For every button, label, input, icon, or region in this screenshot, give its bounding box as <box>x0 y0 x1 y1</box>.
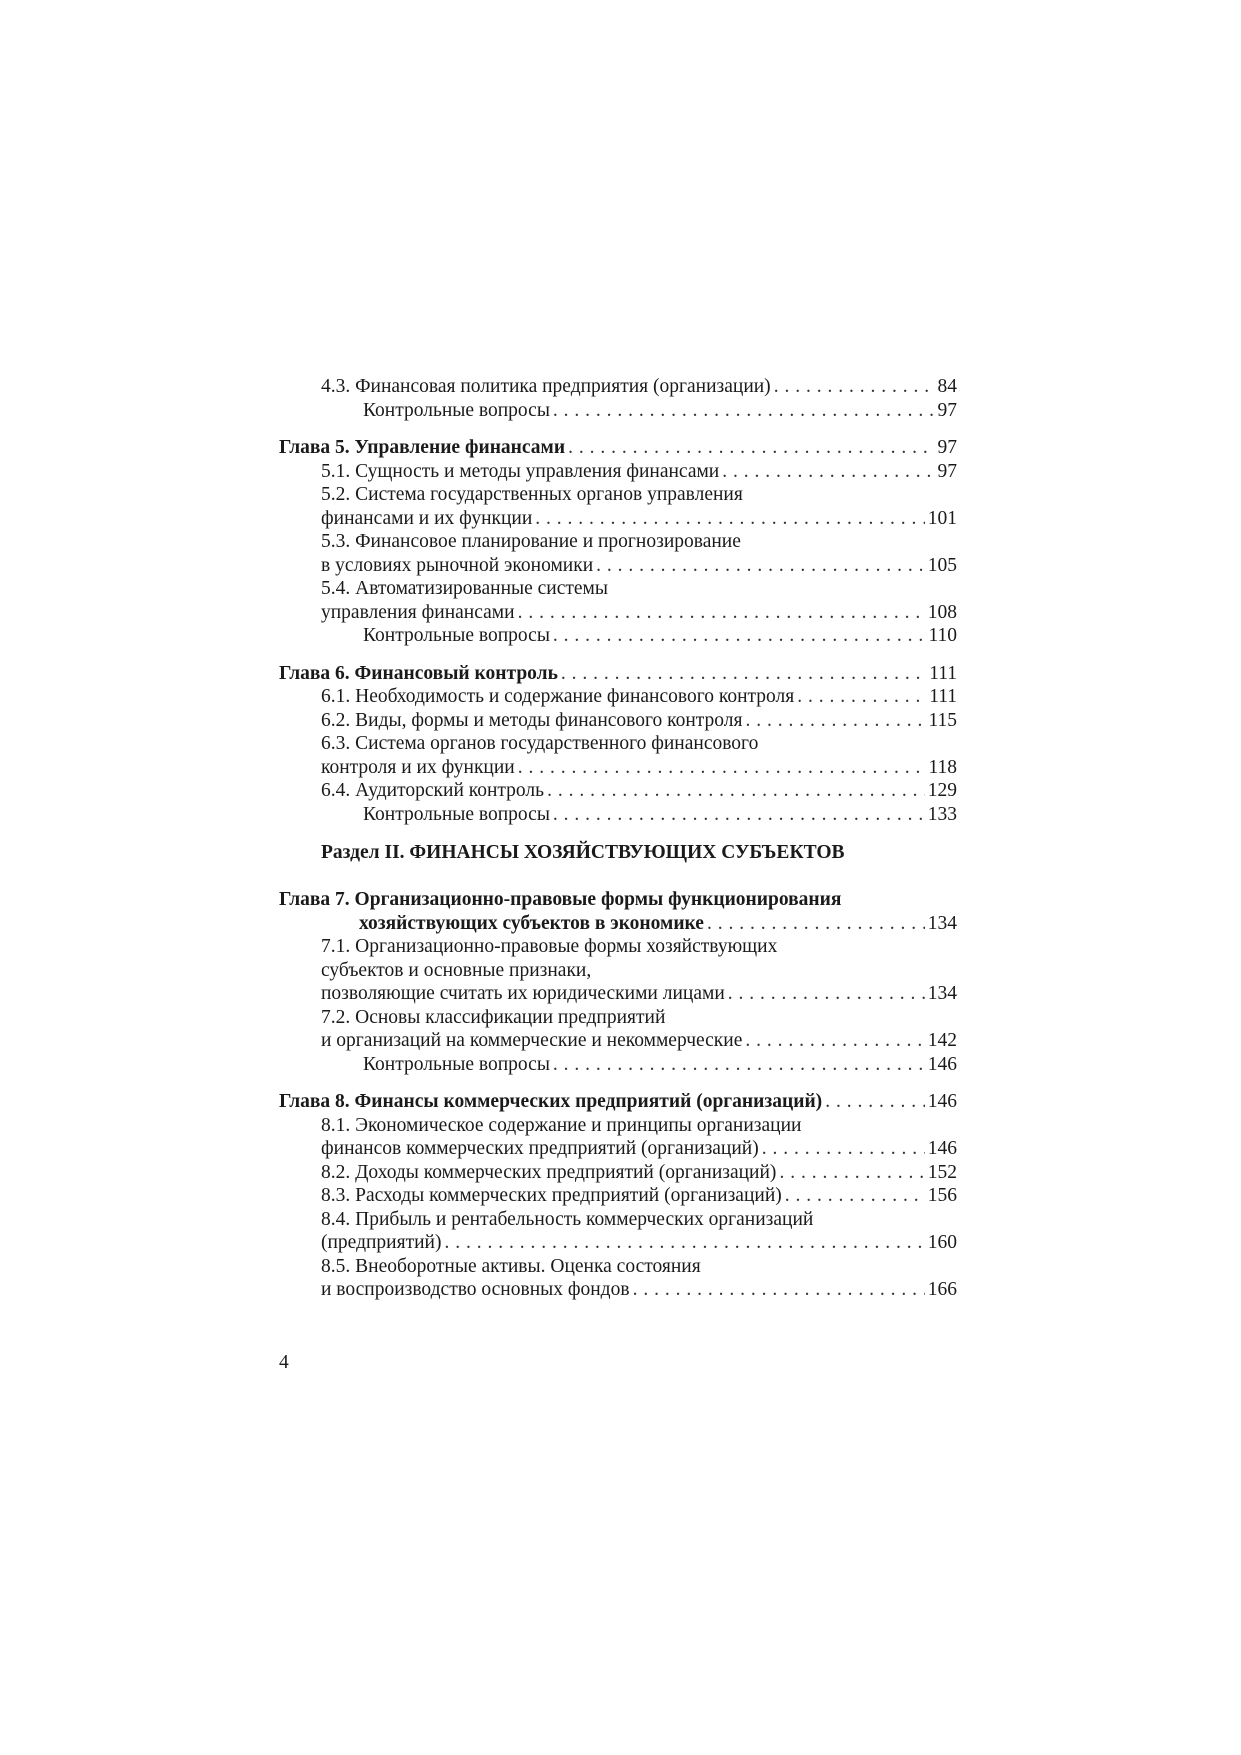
dot-leader <box>553 803 925 827</box>
dot-leader <box>553 624 926 648</box>
toc-page-number: 146 <box>927 1053 957 1075</box>
toc-page-number: 115 <box>928 709 957 731</box>
toc-entry-title: 8.3. Расходы коммерческих предприятий (организаций) <box>321 1185 782 1206</box>
toc-questions-entry[interactable] <box>279 624 957 648</box>
toc-entry-title: Глава 6. Финансовый контроль <box>279 662 558 684</box>
toc-page-number: 134 <box>927 983 957 1004</box>
dot-leader <box>553 1053 925 1077</box>
toc-entry-title: хозяйствующих субъектов в экономике <box>359 912 704 934</box>
toc-entry-title: 8.1. Экономическое содержание и принципы организации <box>321 1114 802 1136</box>
toc-entry-title: 8.2. Доходы коммерческих предприятий (организаций) <box>321 1161 777 1183</box>
toc-section-entry[interactable] <box>279 1184 957 1208</box>
toc-section-entry[interactable] <box>279 483 957 530</box>
toc-entry-title: финансами и их функции <box>321 507 533 529</box>
toc-page-number: 111 <box>929 662 957 684</box>
toc-entry-title: 5.4. Автоматизированные системы <box>321 578 608 599</box>
toc-section-entry[interactable] <box>279 935 957 1006</box>
toc-section-entry[interactable] <box>279 779 957 803</box>
toc-chapter-entry[interactable] <box>279 662 957 686</box>
toc-section-entry[interactable] <box>279 460 957 484</box>
toc-section-entry[interactable] <box>279 685 957 709</box>
dot-leader <box>722 460 934 484</box>
dot-leader <box>746 709 926 733</box>
toc-entry-title: позволяющие считать их юридическими лицами <box>321 983 725 1004</box>
toc-section-entry[interactable] <box>279 732 957 779</box>
toc-page-number: 97 <box>937 399 957 421</box>
toc-page-number: 118 <box>928 756 957 778</box>
toc-page-number: 110 <box>928 625 957 646</box>
dot-leader <box>633 1278 925 1302</box>
dot-leader <box>797 685 926 709</box>
dot-leader <box>535 507 924 531</box>
toc-page-number: 97 <box>937 437 957 458</box>
toc-page-number: 108 <box>927 601 957 623</box>
dot-leader <box>762 1137 925 1161</box>
toc-page-number: 133 <box>927 803 957 825</box>
toc-page-number: 146 <box>927 1091 957 1112</box>
dot-leader <box>785 1184 925 1208</box>
toc-entry-title: и воспроизводство основных фондов <box>321 1279 630 1300</box>
dot-leader <box>596 554 925 578</box>
dot-leader <box>568 436 934 460</box>
toc-page-number: 142 <box>927 1030 957 1051</box>
toc-questions-entry[interactable] <box>279 399 957 423</box>
toc-section-entry[interactable] <box>279 1006 957 1053</box>
toc-entry-title: Контрольные вопросы <box>363 399 550 421</box>
dot-leader <box>745 1029 924 1053</box>
dot-leader <box>825 1090 925 1114</box>
toc-section-entry[interactable] <box>279 577 957 624</box>
toc-page-number: 105 <box>927 554 957 576</box>
dot-leader <box>547 779 925 803</box>
toc-questions-entry[interactable] <box>279 1053 957 1077</box>
toc-chapter-entry[interactable] <box>279 1090 957 1114</box>
dot-leader <box>444 1231 924 1255</box>
dot-leader <box>518 601 925 625</box>
toc-page-number: 111 <box>929 686 957 707</box>
toc-section-entry[interactable] <box>279 530 957 577</box>
toc-entry-title: 6.3. Система органов государственного финансового <box>321 733 759 754</box>
toc-entry-title: 8.5. Внеоборотные активы. Оценка состояния <box>321 1255 701 1277</box>
toc-entry-title: управления финансами <box>321 601 515 623</box>
dot-leader <box>518 756 926 780</box>
dot-leader <box>774 375 935 399</box>
toc-entry-title: Контрольные вопросы <box>363 625 550 646</box>
toc-entry-title: 4.3. Финансовая политика предприятия (организации) <box>321 376 771 397</box>
dot-leader <box>553 399 935 423</box>
toc-entry-title: 5.1. Сущность и методы управления финансами <box>321 460 720 482</box>
dot-leader <box>728 982 925 1006</box>
toc-entry-title: (предприятий) <box>321 1232 442 1253</box>
toc-entry-title: Глава 5. Управление финансами <box>279 437 566 458</box>
dot-leader <box>707 912 925 936</box>
toc-section-entry[interactable] <box>279 375 957 399</box>
toc-entry-title: Глава 8. Финансы коммерческих предприятий (организаций) <box>279 1091 823 1112</box>
toc-entry-title: 7.2. Основы классификации предприятий <box>321 1006 666 1028</box>
dot-leader <box>561 662 926 686</box>
toc-page-number: 160 <box>927 1232 957 1253</box>
toc-page-number: 84 <box>937 376 957 397</box>
toc-entry-title: Контрольные вопросы <box>363 1053 550 1075</box>
toc-entry-title: финансов коммерческих предприятий (организаций) <box>321 1138 759 1159</box>
toc-entry-title: 6.4. Аудиторский контроль <box>321 780 545 801</box>
toc-page-number: 166 <box>927 1279 957 1300</box>
toc-chapter-entry[interactable] <box>279 888 957 935</box>
toc-page-number: 152 <box>927 1161 957 1183</box>
toc-page-number: 129 <box>927 780 957 801</box>
toc-entry-title: 7.1. Организационно-правовые формы хозяйствующих <box>321 936 778 957</box>
toc-entry-title: 5.2. Система государственных органов управления <box>321 484 743 505</box>
toc-entry-title: 6.2. Виды, формы и методы финансового контроля <box>321 709 743 731</box>
toc-section-entry[interactable] <box>279 1208 957 1255</box>
toc-page-number: 134 <box>927 912 957 934</box>
dot-leader <box>779 1161 924 1185</box>
toc-entry-title: Глава 7. Организационно-правовые формы функционирования <box>279 889 842 910</box>
toc-entry-title: контроля и их функции <box>321 756 515 778</box>
toc-entry-title: 6.1. Необходимость и содержание финансового контроля <box>321 686 795 707</box>
toc-section-entry[interactable] <box>279 1114 957 1161</box>
page-number: 4 <box>279 1352 289 1373</box>
toc-section-entry[interactable] <box>279 709 957 733</box>
toc-page-number: 156 <box>927 1185 957 1206</box>
toc-chapter-entry[interactable] <box>279 436 957 460</box>
toc-entry-title: субъектов и основные признаки, <box>321 959 592 981</box>
toc-page-number: 101 <box>927 507 957 529</box>
toc-questions-entry[interactable] <box>279 803 957 827</box>
toc-entry-title: 5.3. Финансовое планирование и прогнозирование <box>321 531 741 552</box>
toc-section-entry[interactable] <box>279 1161 957 1185</box>
toc-entry-title: 8.4. Прибыль и рентабельность коммерческих организаций <box>321 1208 814 1230</box>
toc-entry-title: Контрольные вопросы <box>363 803 550 825</box>
table-of-contents <box>279 375 957 1302</box>
toc-section-entry[interactable] <box>279 1255 957 1302</box>
toc-page-number: 146 <box>927 1138 957 1159</box>
toc-page-number: 97 <box>937 460 957 482</box>
part-heading: Раздел II. ФИНАНСЫ ХОЗЯЙСТВУЮЩИХ СУБЪЕКТОВ <box>321 842 845 863</box>
toc-entry-title: и организаций на коммерческие и некоммерческие <box>321 1030 743 1051</box>
toc-entry-title: в условиях рыночной экономики <box>321 554 594 576</box>
